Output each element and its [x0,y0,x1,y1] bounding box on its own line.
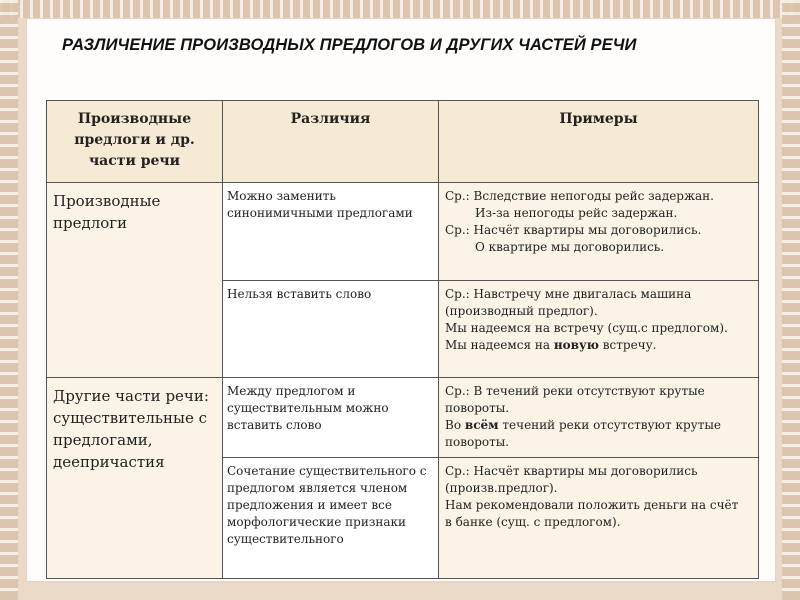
example-text: встречу. [602,338,657,352]
example-line: Мы надеемся на встречу (сущ.с предлогом). [445,321,728,335]
table-header-row [47,101,759,183]
header-examples: Примеры [439,101,759,183]
decorative-frame-top [0,0,800,18]
group-label-other-parts-of-speech: Другие части речи: существительные с предлогами, деепричастия [47,378,223,579]
difference-cell: Нельзя вставить слово [223,281,439,378]
example-line [445,337,752,354]
example-line: Нам рекомендовали положить деньги на счёт [445,498,739,512]
example-line: в банке (сущ. с предлогом). [445,515,621,529]
emphasized-word: всём [464,418,499,432]
group-label-derived-prepositions: Производные предлоги [47,183,223,378]
emphasized-word: новую [553,338,599,352]
difference-cell: Сочетание существительного с предлогом является членом предложения и имеет все морфологические признаки существительного [223,458,439,579]
comparison-table [46,100,759,579]
examples-cell [439,183,759,281]
example-text: Мы надеемся на [445,338,550,352]
examples-cell [439,281,759,378]
example-line: (производный предлог). [445,304,598,318]
header-differences: Различия [223,101,439,183]
example-line: повороты. [445,401,510,415]
difference-cell: Между предлогом и существительным можно вставить слово [223,378,439,458]
example-text: Во [445,418,462,432]
example-line: Ср.: Навстречу мне двигалась машина [445,287,692,301]
example-line: Из-за непогоды рейс задержан. [475,206,678,220]
example-line: (произв.предлог). [445,481,558,495]
example-text: течений реки отсутствуют крутые [502,418,721,432]
example-line [445,417,752,434]
example-line: Ср.: Насчёт квартиры мы договорились [445,464,698,478]
examples-cell [439,378,759,458]
example-line: О квартире мы договорились. [475,240,665,254]
example-line: Ср.: В течений реки отсутствуют крутые [445,384,705,398]
decorative-frame-right [782,0,800,600]
slide-title: РАЗЛИЧЕНИЕ ПРОИЗВОДНЫХ ПРЕДЛОГОВ И ДРУГИХ ЧАСТЕЙ РЕЧИ [62,36,637,54]
table-row [47,378,759,458]
examples-cell [439,458,759,579]
example-line: Ср.: Вследствие непогоды рейс задержан. [445,189,714,203]
header-parts-of-speech: Производные предлоги и др. части речи [47,101,223,183]
decorative-frame-left [0,0,18,600]
example-line: Ср.: Насчёт квартиры мы договорились. [445,223,702,237]
example-line: повороты. [445,435,510,449]
difference-cell: Можно заменить синонимичными предлогами [223,183,439,281]
table-row [47,183,759,281]
